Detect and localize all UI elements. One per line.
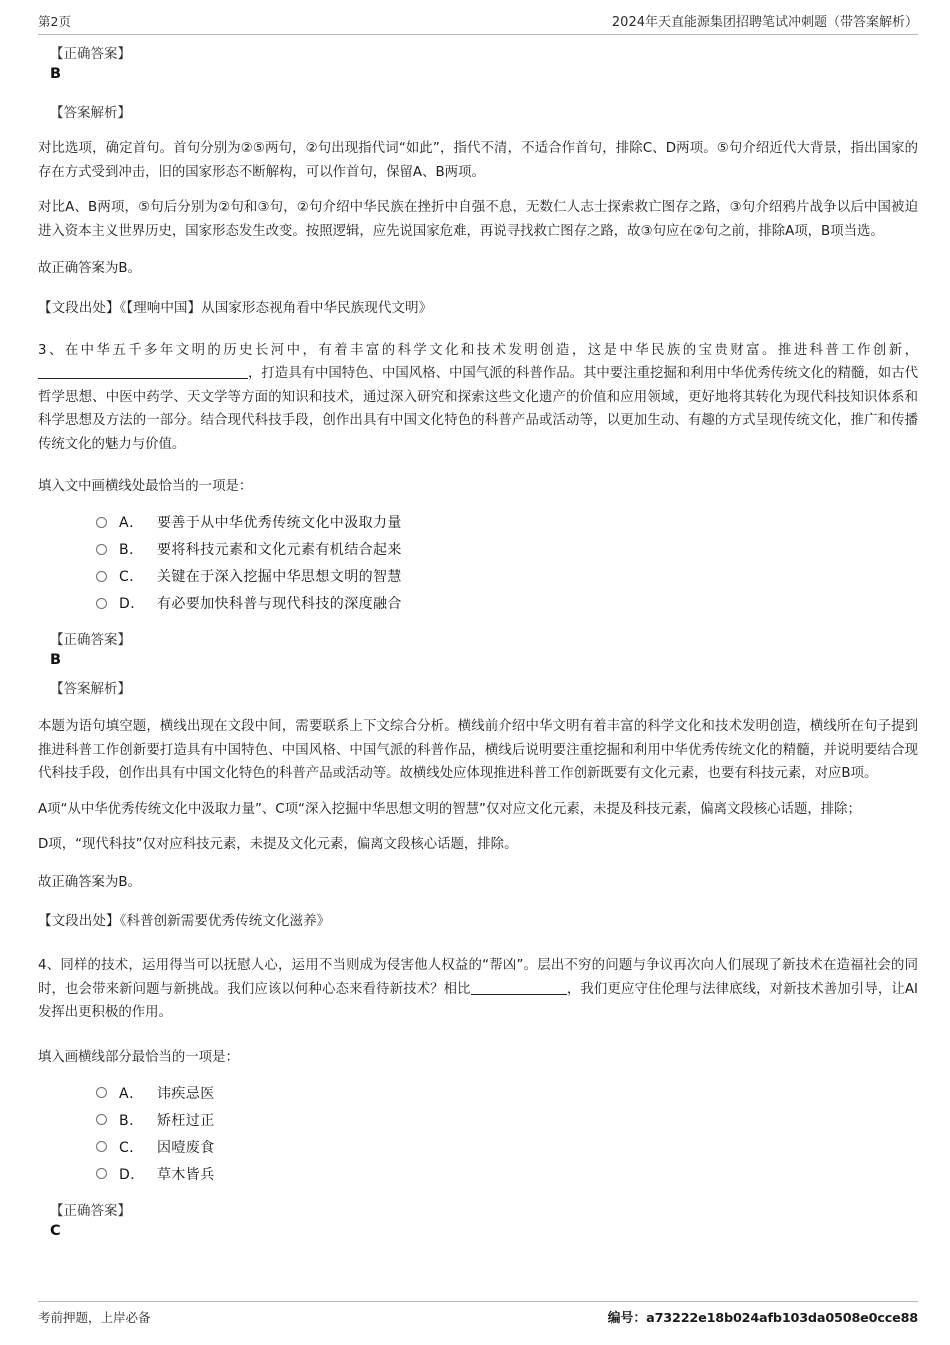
option-text: 因噎废食 bbox=[157, 1139, 215, 1156]
question-4-option-d[interactable] bbox=[96, 1162, 918, 1186]
radio-icon[interactable] bbox=[96, 1087, 107, 1098]
question-3-analysis-paragraph-1: 本题为语句填空题，横线出现在文段中间，需要联系上下文综合分析。横线前介绍中华文明有着丰富的科学文化和技术发明创造，横线所在句子提到推进科普工作创新要打造具有中国特色、中国风格、中国气派的科普作品，横线后说明要注重挖掘和利用中华优秀传统文化的精髓，并说明要结合现代科技手段，创作出具有中国文化特色的科普产品或活动等。故横线处应体现推进科普工作创新既要有文化元素，也要有科技元素，对应B项。 bbox=[38, 719, 918, 781]
footer-code-label: 编号： bbox=[607, 1311, 647, 1326]
correct-answer-label: 【正确答案】 bbox=[50, 1202, 131, 1219]
question-3-stem-part1: 3、在中华五千多年文明的历史长河中，有着丰富的科学文化和技术发明创造，这是中华民族的宝贵财富。推进科普工作创新， bbox=[38, 342, 918, 358]
question-3-option-d[interactable] bbox=[96, 591, 918, 615]
radio-icon[interactable] bbox=[96, 571, 107, 582]
question-4-stem bbox=[38, 954, 918, 1025]
question-3-prompt: 填入文中画横线处最恰当的一项是： bbox=[38, 479, 253, 494]
page-header bbox=[38, 10, 918, 35]
option-letter: A． bbox=[119, 515, 144, 531]
question-4-answer-block bbox=[38, 1201, 918, 1242]
question-3-analysis-paragraph-2: A项“从中华优秀传统文化中汲取力量”、C项“深入挖掘中华思想文明的智慧”仅对应文化元素，未提及科技元素，偏离文段核心话题，排除； bbox=[38, 801, 861, 817]
question-3-conclusion: 故正确答案为B。 bbox=[38, 874, 141, 890]
question-4-prompt: 填入画横线部分最恰当的一项是： bbox=[38, 1049, 239, 1065]
radio-icon[interactable] bbox=[96, 1141, 107, 1152]
question-3-stem bbox=[38, 339, 918, 457]
option-letter: C． bbox=[119, 569, 144, 585]
answer-analysis-label: 【答案解析】 bbox=[50, 105, 131, 121]
question-2-conclusion: 故正确答案为B。 bbox=[38, 261, 141, 276]
correct-answer-label: 【正确答案】 bbox=[50, 46, 131, 62]
option-text: 要将科技元素和文化元素有机结合起来 bbox=[157, 542, 402, 558]
question-2-source: 【文段出处】《【理响中国】从国家形态视角看中华民族现代文明》 bbox=[38, 299, 433, 316]
question-3-options bbox=[96, 510, 918, 615]
option-text: 关键在于深入挖掘中华思想文明的智慧 bbox=[157, 569, 402, 585]
question-3-option-c[interactable] bbox=[96, 564, 918, 588]
question-4-stem-part2: ，我们更应守住伦理与法律底线，对新技术善加引导，让AI发挥出更积极的作用。 bbox=[38, 981, 919, 1020]
option-text: 要善于从中华优秀传统文化中汲取力量 bbox=[157, 515, 402, 531]
radio-icon[interactable] bbox=[96, 517, 107, 528]
question-4-option-c[interactable] bbox=[96, 1135, 918, 1159]
question-3-option-a[interactable] bbox=[96, 510, 918, 534]
question-3-analysis-paragraph-3: D项，“现代科技”仅对应科技元素，未提及文化元素，偏离文段核心话题，排除。 bbox=[38, 837, 518, 852]
footer-code bbox=[608, 1307, 918, 1326]
radio-icon[interactable] bbox=[96, 1114, 107, 1125]
question-4-option-a[interactable] bbox=[96, 1081, 918, 1105]
question-4-answer-value: C bbox=[50, 1222, 61, 1239]
question-3-answer-value: B bbox=[50, 652, 62, 668]
option-letter: B． bbox=[119, 542, 144, 558]
question-3-answer-block bbox=[38, 630, 918, 671]
radio-icon[interactable] bbox=[96, 598, 107, 609]
question-2-analysis-paragraph-2: 对比A、B两项，⑤句后分别为②句和③句，②句介绍中华民族在挫折中自强不息，无数仁人志士探索救亡图存之路，③句介绍鸦片战争以后中国被迫进入资本主义世界历史，国家形态发生改变。按照逻辑，应先说国家危难，再说寻找救亡图存之路，故③句应在②句之前，排除A项，B项当选。 bbox=[38, 200, 918, 239]
option-letter: C． bbox=[119, 1139, 144, 1156]
page-number-label: 第2页 bbox=[38, 14, 71, 29]
question-3-source: 【文段出处】《科普创新需要优秀传统文化滋养》 bbox=[38, 913, 331, 929]
document-title: 2024年天直能源集团招聘笔试冲刺题（带答案解析） bbox=[611, 15, 918, 30]
page-footer bbox=[38, 1301, 918, 1327]
radio-icon[interactable] bbox=[96, 1168, 107, 1179]
question-2-answer-block bbox=[38, 44, 918, 85]
question-2-analysis-paragraph-1: 对比选项，确定首句。首句分别为②⑤两句，②句出现指代词“如此”，指代不清，不适合作首句，排除C、D两项。⑤句介绍近代大背景，指出国家的存在方式受到冲击，旧的国家形态不断解构，可以作首句，保留A、B两项。 bbox=[38, 141, 918, 180]
option-text: 草木皆兵 bbox=[157, 1166, 215, 1183]
radio-icon[interactable] bbox=[96, 544, 107, 555]
question-4-blank bbox=[471, 981, 567, 995]
answer-analysis-label: 【答案解析】 bbox=[50, 681, 131, 697]
option-letter: D． bbox=[119, 596, 145, 612]
option-letter: B． bbox=[119, 1112, 144, 1129]
question-4-option-b[interactable] bbox=[96, 1108, 918, 1132]
question-3-option-b[interactable] bbox=[96, 537, 918, 561]
question-3-blank bbox=[38, 364, 248, 379]
question-2-answer-value: B bbox=[50, 66, 62, 82]
correct-answer-label: 【正确答案】 bbox=[50, 632, 131, 648]
option-letter: A． bbox=[119, 1085, 144, 1102]
option-text: 矫枉过正 bbox=[157, 1112, 215, 1129]
question-4-stem-part1: 4、同样的技术，运用得当可以抚慰人心，运用不当则成为侵害他人权益的“帮凶”。层出不穷的问题与争议再次向人们展现了新技术在造福社会的同时，也会带来新问题与新挑战。我们应该以何种心态来看待新技术？相比 bbox=[38, 958, 918, 997]
question-4-options bbox=[96, 1081, 918, 1186]
question-3-stem-part2: ，打造具有中国特色、中国风格、中国气派的科普作品。其中要注重挖掘和利用中华优秀传统文化的精髓，如古代哲学思想、中医中药学、天文学等方面的知识和技术，通过深入研究和探索这些文化遗产的价值和应用领域，更好地将其转化为现代科技知识体系和科学思想及方法的一部分。结合现代科技手段，创作出具有中国文化特色的科普产品或活动等，以更加生动、有趣的方式呈现传统文化，推广和传播传统文化的魅力与价值。 bbox=[38, 366, 918, 452]
option-letter: D． bbox=[119, 1166, 145, 1183]
option-text: 有必要加快科普与现代科技的深度融合 bbox=[157, 596, 402, 612]
document-body bbox=[38, 44, 918, 1242]
footer-slogan: 考前押题，上岸必备 bbox=[38, 1310, 151, 1325]
footer-code-value: a73222e18b024afb103da0508e0cce88 bbox=[646, 1311, 918, 1326]
option-text: 讳疾忌医 bbox=[157, 1085, 215, 1102]
